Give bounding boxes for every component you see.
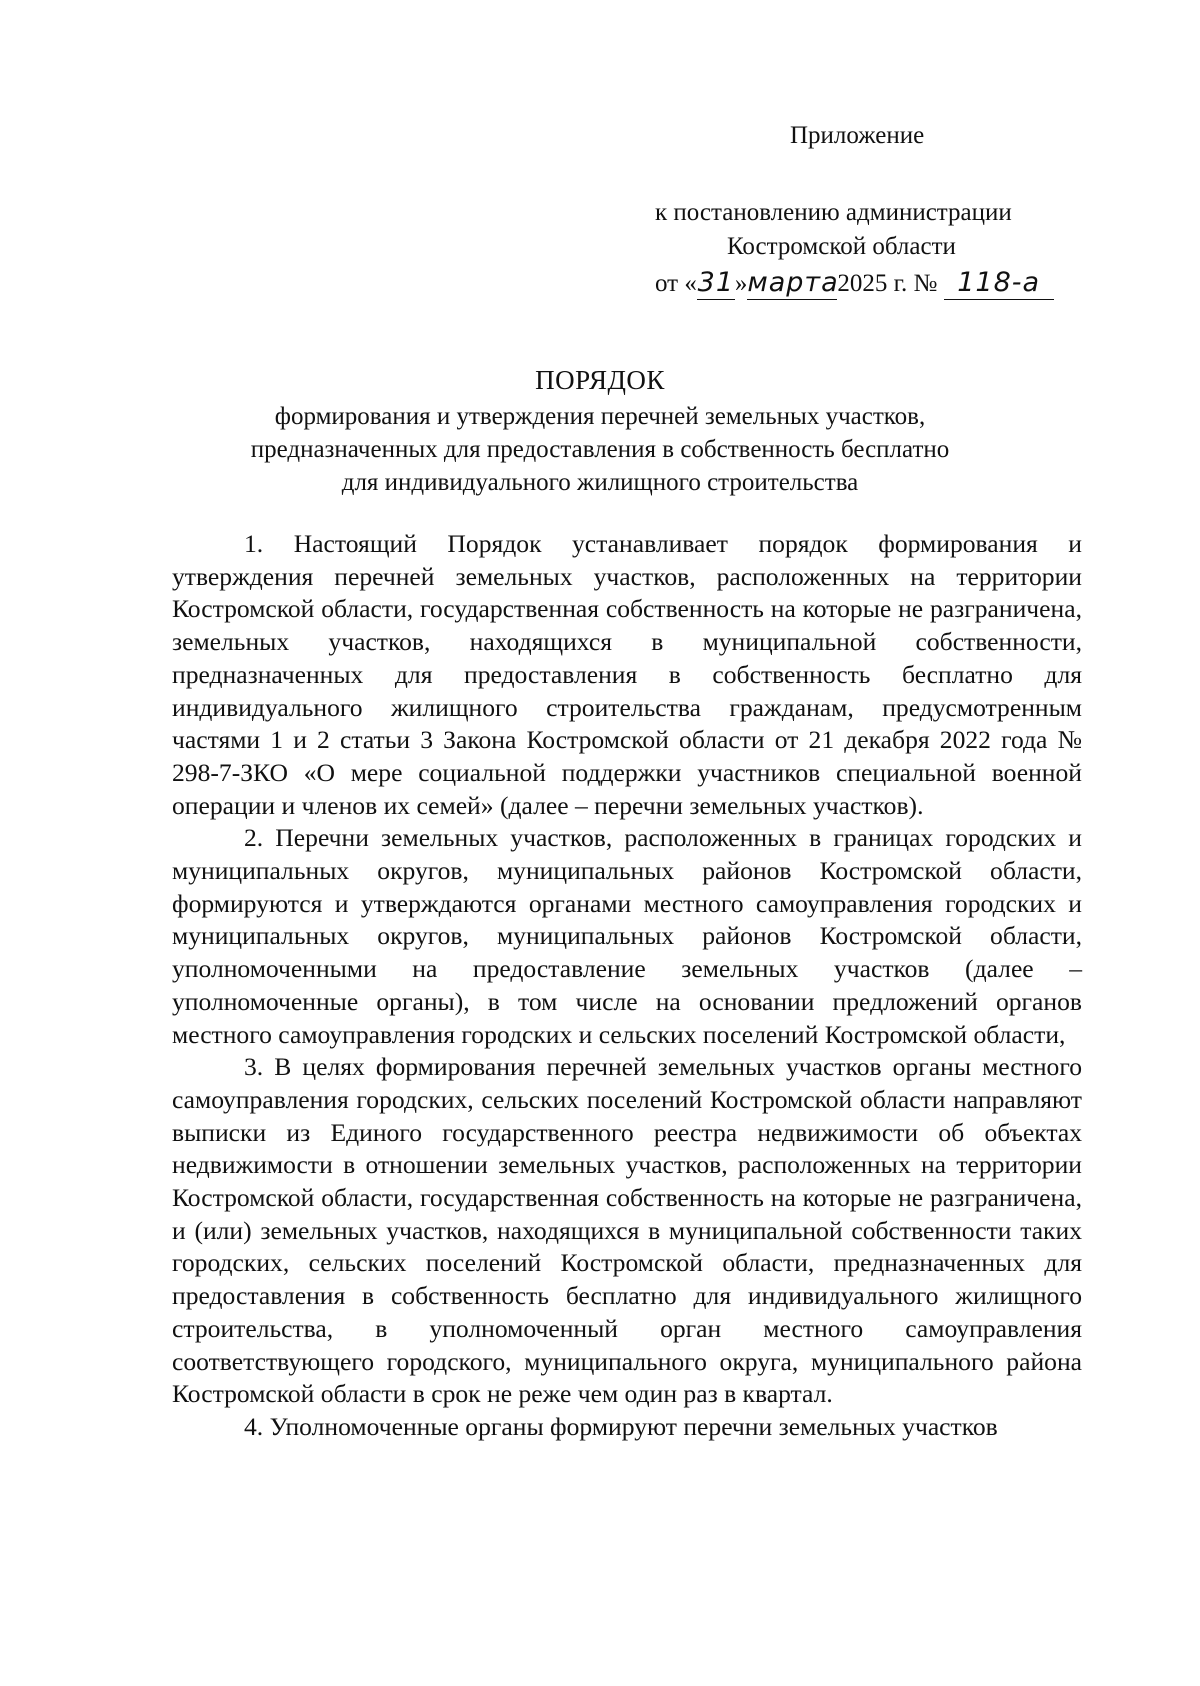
date-year-and-number-label: 2025 г. № <box>837 270 938 297</box>
date-prefix: от « <box>655 270 697 297</box>
date-close-quote: » <box>734 270 748 297</box>
document-body <box>172 528 1082 1444</box>
subtitle-line: для индивидуального жилищного строительства <box>341 469 859 496</box>
paragraph-1: 1. Настоящий Порядок устанавливает порядок формирования и утверждения перечней земельных участков, расположенных на территории Костромской области, государственная собственность на которые не разграничена, земельных участков, находящихся в муниципальной собственности, предназначенных для предоставления в собственность бесплатно для индивидуального жилищного строительства гражданам, предусмотренным частями 1 и 2 статьи 3 Закона Костромской области от 21 декабря 2022 года № 298-7-ЗКО «О мере социальной поддержки участников специальной военной операции и членов их семей» (далее – перечни земельных участков). <box>172 529 1082 820</box>
appendix-label: Приложение <box>790 122 925 149</box>
date-number-line <box>655 268 1054 300</box>
subtitle-line: предназначенных для предоставления в собственность бесплатно <box>250 436 950 463</box>
region-line: Костромской области <box>727 233 956 260</box>
subtitle-line: формирования и утверждения перечней земельных участков, <box>274 403 926 430</box>
document-title: ПОРЯДОК <box>535 365 665 395</box>
handwritten-day: 31 <box>697 267 735 298</box>
paragraph-4: 4. Уполномоченные органы формируют перечни земельных участков <box>244 1411 998 1441</box>
handwritten-resolution-number: 118-а <box>944 268 1054 300</box>
paragraph-2: 2. Перечни земельных участков, расположенных в границах городских и муниципальных округов, муниципальных районов Костромской области, формируются и утверждаются органами местного самоуправления городских и муниципальных округов, муниципальных районов Костромской области, уполномоченными на предоставление земельных участков (далее – уполномоченные органы), в том числе на основании предложений органов местного самоуправления городских и сельских поселений Костромской области, <box>172 823 1082 1049</box>
document-subtitle <box>0 400 1200 499</box>
paragraph-3: 3. В целях формирования перечней земельных участков органы местного самоуправления городских, сельских поселений Костромской области направляют выписки из Единого государственного реестра недвижимости об объектах недвижимости в отношении земельных участков, расположенных на территории Костромской области, государственная собственность на которые не разграничена, и (или) земельных участков, находящихся в муниципальной собственности таких городских, сельских поселений Костромской области, предназначенных для предоставления в собственность бесплатно для индивидуального жилищного строительства, в уполномоченный орган местного самоуправления соответствующего городского, муниципального округа, муниципального района Костромской области в срок не реже чем один раз в квартал. <box>172 1052 1082 1409</box>
handwritten-month: марта <box>747 267 839 298</box>
resolution-reference-line: к постановлению администрации <box>655 199 1012 226</box>
